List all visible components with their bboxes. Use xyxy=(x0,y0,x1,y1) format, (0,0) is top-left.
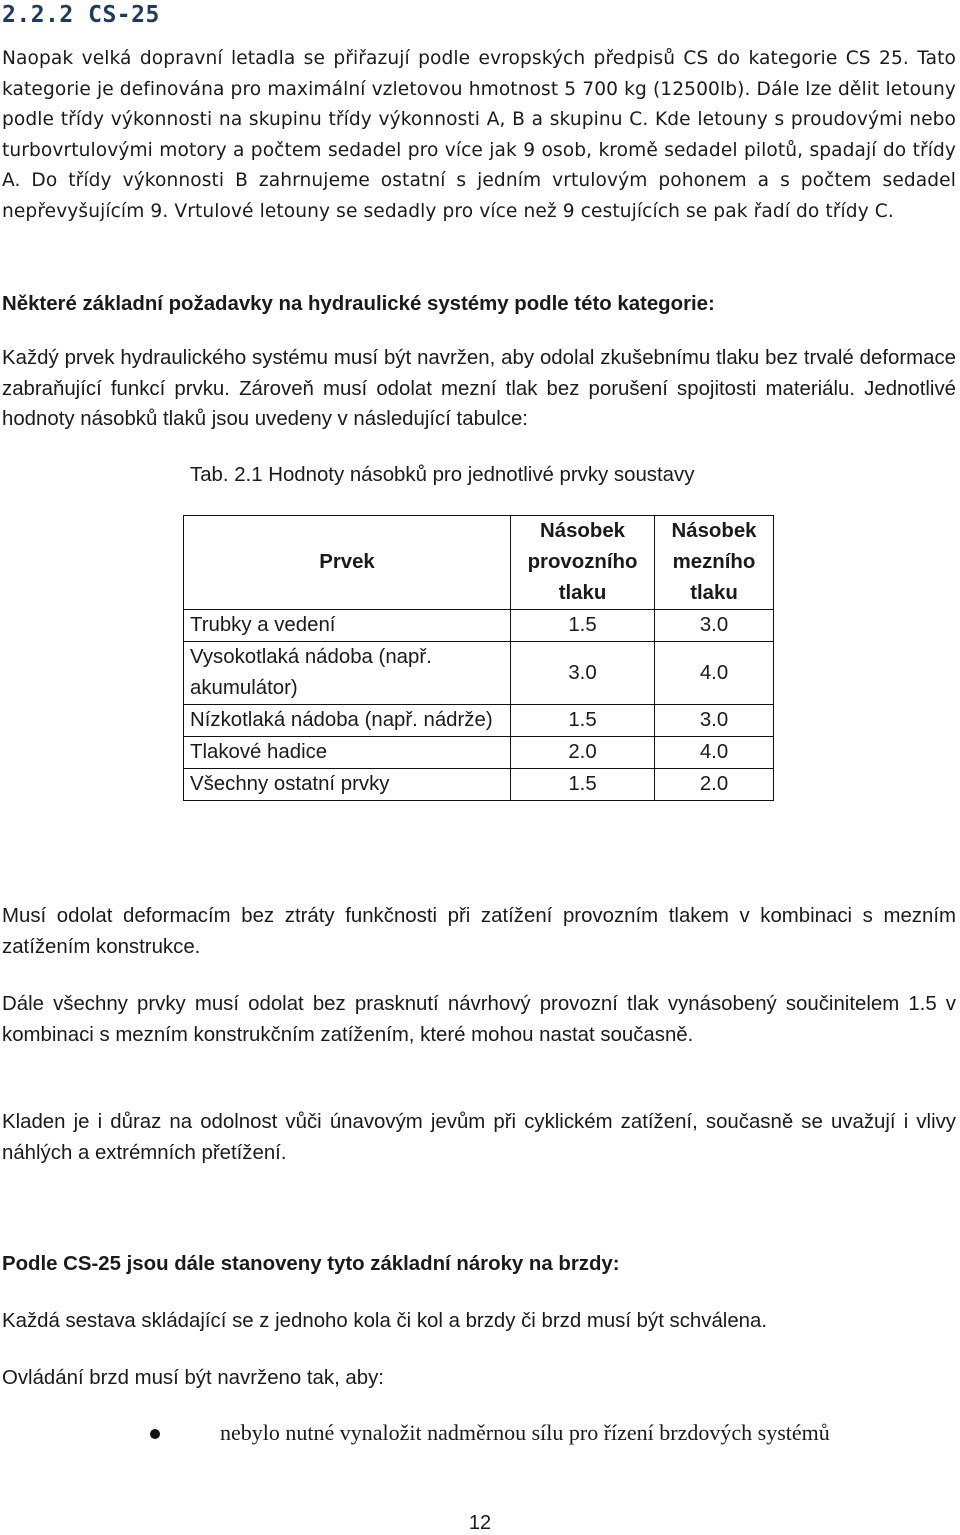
row-operating-value: 2.0 xyxy=(511,737,655,769)
design-pressure-paragraph: Dále všechny prvky musí odolat bez prasknutí návrhový provozní tlak vynásobený součinitelem 1.5 v kombinaci s mezním konstrukčním zatížením, které mohou nastat současně. xyxy=(2,993,956,1046)
table-row xyxy=(184,642,774,705)
row-name: Nízkotlaká nádoba (např. nádrže) xyxy=(184,705,511,737)
row-limit-value: 4.0 xyxy=(655,737,774,769)
row-limit-value: 2.0 xyxy=(655,769,774,801)
brakes-assembly-paragraph: Každá sestava skládající se z jednoho kola či kol a brzdy či brzd musí být schválena. xyxy=(2,1310,768,1332)
section-heading xyxy=(2,0,160,30)
row-operating-value: 1.5 xyxy=(511,610,655,642)
row-name: Tlakové hadice xyxy=(184,737,511,769)
table-row xyxy=(184,705,774,737)
fatigue-paragraph: Kladen je i důraz na odolnost vůči únavovým jevům při cyklickém zatížení, současně se uvažují i vlivy náhlých a extrémních přetížení. xyxy=(2,1111,956,1164)
bullet-dot-icon xyxy=(150,1429,160,1439)
row-operating-value: 1.5 xyxy=(511,705,655,737)
page-number: 12 xyxy=(468,1512,492,1534)
table-row xyxy=(184,610,774,642)
pressure-multiplier-table xyxy=(183,515,774,801)
hydraulic-heading: Některé základní požadavky na hydraulické systémy podle této kategorie: xyxy=(2,293,715,315)
row-limit-value: 4.0 xyxy=(655,642,774,705)
intro-paragraph: Naopak velká dopravní letadla se přiřazují podle evropských předpisů CS do kategorie CS 25. Tato kategorie je definována pro maximální vzletovou hmotnost 5 700 kg (12500lb). Dále lze dělit letouny podle třídy výkonnosti na skupinu třídy výkonnosti A, B a skupinu C. Kde letouny s proudovými nebo turbovrtulovými motory a počtem sedadel pro více jak 9 osob, kromě sedadel pilotů, spadají do třídy A. Do třídy výkonnosti B zahrnujeme ostatní s jedním vrtulovým pohonem a s počtem sedadel nepřevyšujícím 9. Vrtulové letouny se sedadly pro více než 9 cestujících se pak řadí do třídy C. xyxy=(2,48,956,222)
header-limit-pressure: Násobek mezního tlaku xyxy=(655,516,774,610)
row-operating-value: 1.5 xyxy=(511,769,655,801)
hydraulic-paragraph: Každý prvek hydraulického systému musí být navržen, aby odolal zkušebnímu tlaku bez trvalé deformace zabraňující funkcí prvku. Zároveň musí odolat mezní tlak bez porušení spojitosti materiálu. Jednotlivé hodnoty násobků tlaků jsou uvedeny v následující tabulce: xyxy=(2,347,956,430)
brakes-control-paragraph: Ovládání brzd musí být navrženo tak, aby: xyxy=(2,1367,384,1389)
header-prvek: Prvek xyxy=(184,516,511,610)
table-caption: Tab. 2.1 Hodnoty násobků pro jednotlivé prvky soustavy xyxy=(190,464,695,486)
section-title: CS-25 xyxy=(88,2,160,28)
deformation-paragraph: Musí odolat deformacím bez ztráty funkčnosti při zatížení provozním tlakem v kombinaci s mezním zatížením konstrukce. xyxy=(2,905,956,958)
row-limit-value: 3.0 xyxy=(655,610,774,642)
row-operating-value: 3.0 xyxy=(511,642,655,705)
table-row xyxy=(184,737,774,769)
section-number: 2.2.2 xyxy=(2,2,74,28)
table-row xyxy=(184,769,774,801)
bullet-text: nebylo nutné vynaložit nadměrnou sílu pro řízení brzdových systémů xyxy=(220,1420,830,1445)
row-name: Všechny ostatní prvky xyxy=(184,769,511,801)
table-header-row xyxy=(184,516,774,610)
row-name: Trubky a vedení xyxy=(184,610,511,642)
row-name: Vysokotlaká nádoba (např. akumulátor) xyxy=(184,642,511,705)
brakes-heading: Podle CS-25 jsou dále stanoveny tyto základní nároky na brzdy: xyxy=(2,1253,620,1275)
header-operating-pressure: Násobek provozního tlaku xyxy=(511,516,655,610)
row-limit-value: 3.0 xyxy=(655,705,774,737)
